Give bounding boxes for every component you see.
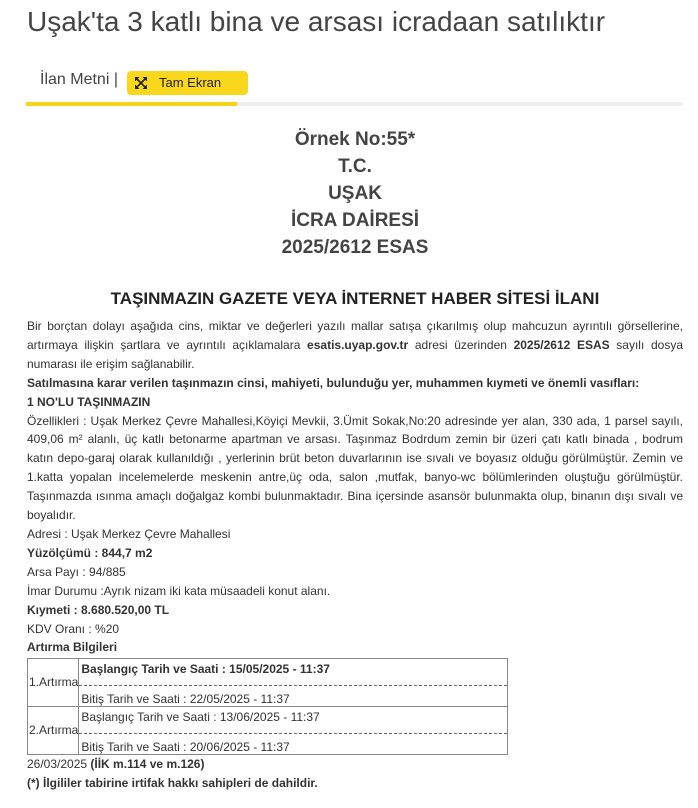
tab-ilan-metni[interactable]: İlan Metni | (40, 71, 118, 88)
intro-text-2: adresi üzerinden (408, 337, 514, 352)
table-row (28, 659, 508, 707)
auction-start: Başlangıç Tarih ve Saati : 15/05/2025 - 11:37 (81, 662, 330, 677)
property-features: Özellikleri : Uşak Merkez Çevre Mahallesi,Köyiçi Mevkii, 3.Ümit Sokak,No:20 adresinde yer alan, 330 ada, 1 parsel sayılı, 409,06 m² alanlı, üç katlı betonarme apartman ve arsası. Taşınmaz Bodrdum zemin bir üzeri çatı katlı binada , bodrum katın depo-garaj olarak kullanıldığı , yerlerinin brüt beton duvarlarının ise sıvalı ve boyasız olduğu görülmüştür. Zemin ve 1.katta yopalan incelemelerde meskenin antre,üç oda, salon ,mutfak, banyo-wc bölümlerinden oluştuğu görülmüştür. Taşınmazda ısınma amaçlı doğalgaz kombi bulunmaktadır. Bina içersinde asansör bulunmakta olup, binanın dışı sıvalı ve boyalıdır. (27, 413, 683, 523)
intro-paragraph (27, 317, 683, 374)
page-title: Uşak'ta 3 katlı bina ve arsası icradaan satılıktır (27, 6, 606, 37)
announcement-body (27, 317, 683, 793)
auction-heading: Artırma Bilgileri (27, 640, 118, 655)
land-share: Arsa Payı : 94/885 (27, 564, 126, 579)
announcement-title: TAŞINMAZIN GAZETE VEYA İNTERNET HABER SİTESİ İLANI (110, 289, 600, 308)
legal-reference: (İİK m.114 ve m.126) (87, 757, 205, 772)
file-number: 2025/2612 ESAS (513, 337, 610, 352)
fullscreen-button[interactable] (127, 71, 248, 95)
auction-end: Bitiş Tarih ve Saati : 20/06/2025 - 11:37 (81, 740, 290, 755)
sample-number: Örnek No:55* (294, 129, 416, 150)
footnote: (*) İlgililer tabirine irtifak hakkı sahipleri de dahildir. (27, 776, 318, 791)
tab-bar (26, 62, 682, 106)
intro-text-3: sayılı dosya numarası ile erişim sağlanabilir. (27, 337, 683, 371)
vat-rate: KDV Oranı : %20 (27, 621, 120, 636)
table-row (28, 707, 508, 755)
property-heading: 1 NO'LU TAŞINMAZIN (27, 394, 151, 409)
city-name: UŞAK (328, 183, 382, 204)
property-address: Adresi : Uşak Merkez Çevre Mahallesi (27, 526, 231, 541)
auction-dates (79, 707, 508, 755)
auction-label: 1.Artırma (28, 659, 79, 707)
country-code: T.C. (338, 156, 372, 177)
fullscreen-button-label: Tam Ekran (159, 75, 222, 90)
case-number: 2025/2612 ESAS (281, 237, 429, 258)
decision-heading: Satılmasına karar verilen taşınmazın cinsi, mahiyeti, bulunduğu yer, muhammen kıymeti ve önemli vasıfları: (27, 375, 640, 390)
auction-label: 2.Artırma (28, 707, 79, 755)
expand-arrows-icon (135, 77, 147, 89)
property-value: Kıymeti : 8.680.520,00 TL (27, 602, 170, 617)
auction-table (27, 658, 508, 755)
active-tab-indicator (26, 102, 237, 106)
property-area: Yüzölçümü : 844,7 m2 (27, 545, 153, 560)
auction-start: Başlangıç Tarih ve Saati : 13/06/2025 - 11:37 (81, 710, 320, 725)
zoning-status: İmar Durumu :Ayrık nizam iki kata müsaadeli konut alanı. (27, 583, 331, 598)
office-name: İCRA DAİRESİ (290, 210, 420, 231)
site-link[interactable]: esatis.uyap.gov.tr (307, 337, 409, 352)
announcement-footer (27, 755, 683, 774)
document-header (6, 126, 698, 261)
auction-end: Bitiş Tarih ve Saati : 22/05/2025 - 11:37 (81, 692, 290, 707)
intro-text: Bir borçtan dolayı aşağıda cins, miktar ve değerleri yazılı mallar satışa çıkarılmış olup mahcuzun ayrıntılı görsellerine, artırmaya ilişkin şartlara ve ayrıntılı açıklamalara (27, 319, 683, 352)
announcement-date: 26/03/2025 (27, 757, 88, 772)
auction-dates (79, 659, 508, 707)
